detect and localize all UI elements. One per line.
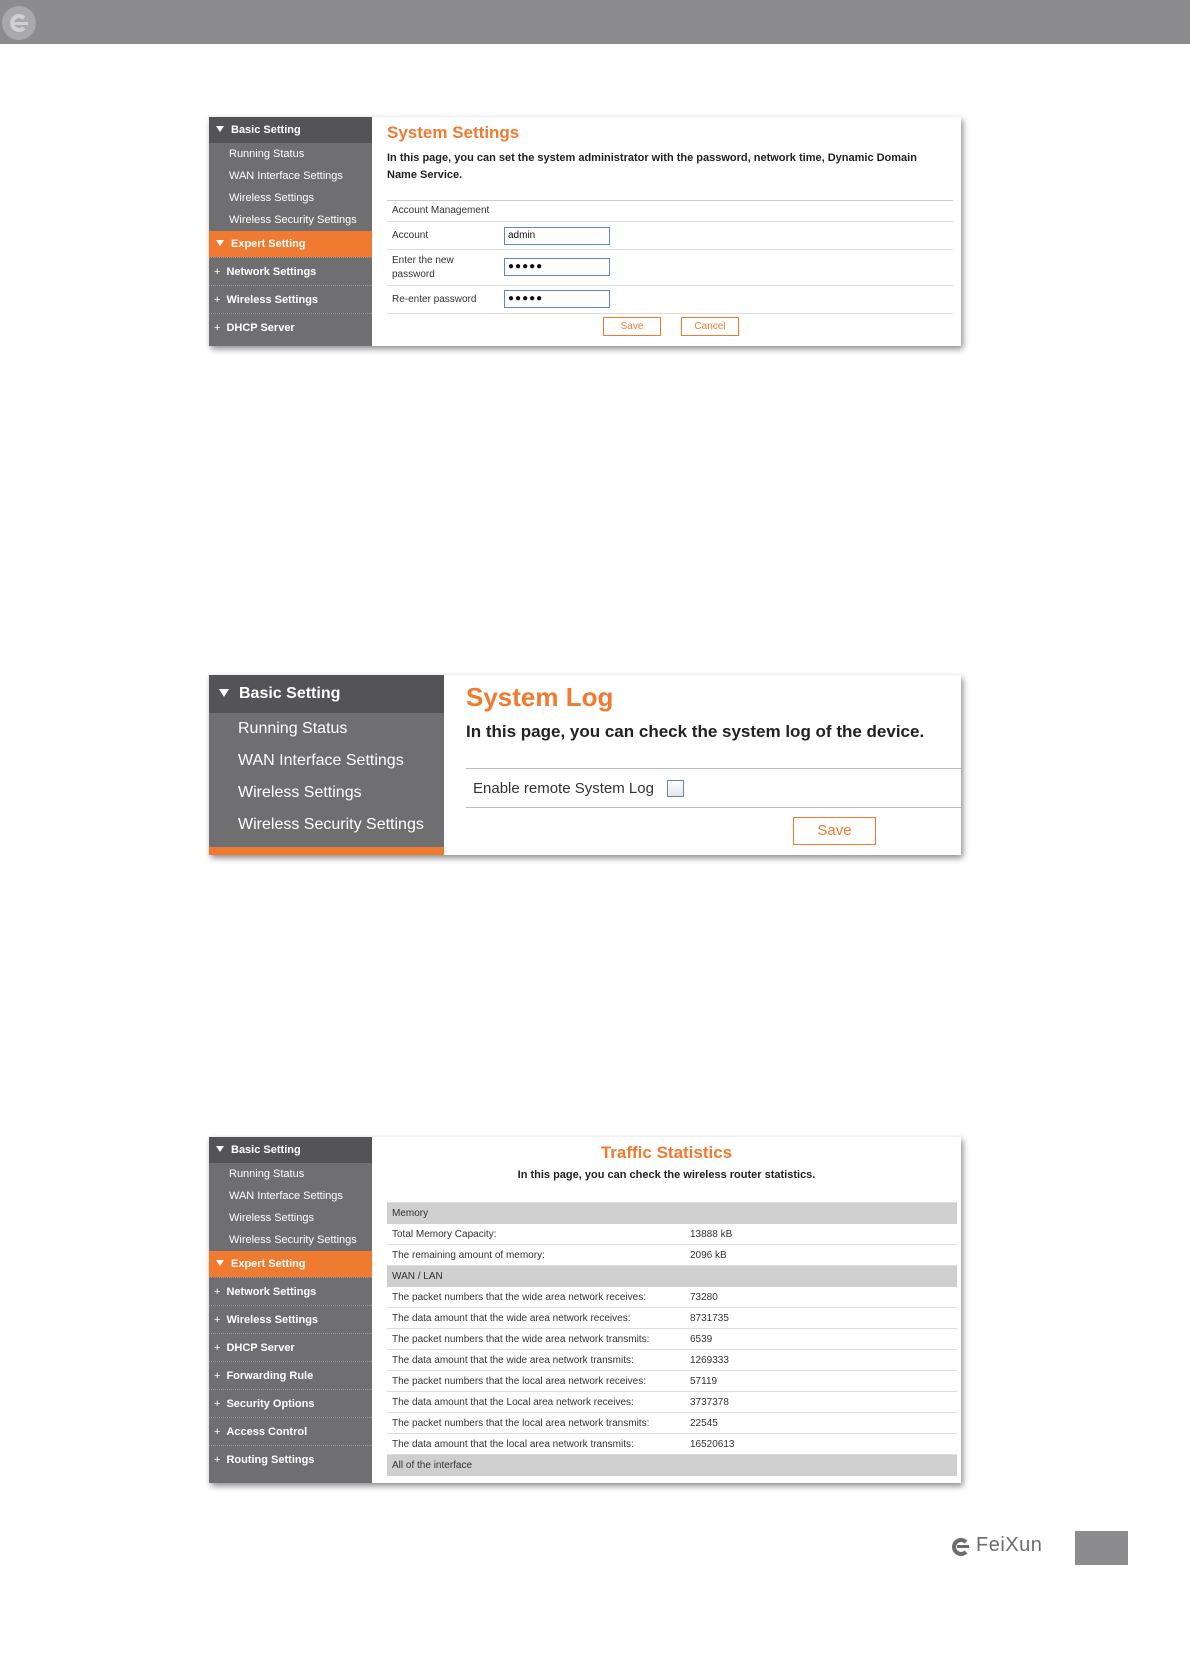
save-button[interactable]: Save xyxy=(603,317,661,336)
sidebar-expert-setting-strip[interactable] xyxy=(209,847,444,855)
triangle-down-icon xyxy=(216,1146,224,1152)
sidebar-group-wireless-settings[interactable]: + Wireless Settings xyxy=(209,1305,372,1333)
sidebar-item-wireless-security[interactable]: Wireless Security Settings xyxy=(238,816,424,833)
section-label: Account Management xyxy=(392,205,490,216)
triangle-down-icon xyxy=(216,1260,224,1266)
new-password-input[interactable]: ●●●●● xyxy=(504,258,610,276)
account-form xyxy=(387,200,953,314)
plus-icon: + xyxy=(214,1370,221,1382)
sidebar-item-wan-interface[interactable]: WAN Interface Settings xyxy=(229,170,343,182)
triangle-down-icon xyxy=(216,240,224,246)
memory-section-header: Memory xyxy=(387,1203,957,1224)
page-title: System Settings xyxy=(387,123,520,142)
sidebar-group-network-settings[interactable]: + Network Settings xyxy=(209,257,372,285)
remote-log-checkbox[interactable] xyxy=(667,780,684,797)
table-row: The packet numbers that the wide area network transmits: 6539 xyxy=(387,1329,957,1350)
sidebar-item-wireless-settings[interactable]: Wireless Settings xyxy=(229,192,314,204)
table-row: The packet numbers that the local area network receives: 57119 xyxy=(387,1371,957,1392)
top-banner xyxy=(0,0,1190,44)
system-settings-screenshot xyxy=(209,117,961,346)
sidebar-item-wireless-security[interactable]: Wireless Security Settings xyxy=(229,1234,357,1246)
traffic-statistics-screenshot xyxy=(209,1137,961,1483)
plus-icon: + xyxy=(214,322,221,334)
divider xyxy=(466,768,961,769)
brand-name: FeiXun xyxy=(976,1534,1043,1556)
sidebar-expert-setting[interactable]: Expert Setting xyxy=(209,1251,372,1277)
sidebar-item-wan-interface[interactable]: WAN Interface Settings xyxy=(229,1190,343,1202)
system-log-screenshot xyxy=(209,675,961,855)
sidebar-group-network-settings[interactable]: + Network Settings xyxy=(209,1277,372,1305)
sidebar-group-routing-settings[interactable]: + Routing Settings xyxy=(209,1445,372,1473)
plus-icon: + xyxy=(214,1342,221,1354)
triangle-down-icon xyxy=(219,689,229,697)
plus-icon: + xyxy=(214,1286,221,1298)
plus-icon: + xyxy=(214,1314,221,1326)
table-row: The packet numbers that the local area network transmits: 22545 xyxy=(387,1413,957,1434)
table-row: The remaining amount of memory: 2096 kB xyxy=(387,1245,957,1266)
sidebar xyxy=(209,675,444,855)
main-content xyxy=(372,1137,961,1483)
sidebar-item-running-status[interactable]: Running Status xyxy=(229,148,305,160)
page-number-box xyxy=(1075,1531,1128,1565)
table-row: The data amount that the Local area network receives: 3737378 xyxy=(387,1392,957,1413)
account-input[interactable]: admin xyxy=(504,227,610,245)
page-description: In this page, you can set the system administrator with the password, network time, Dynamic Domain Name Service. xyxy=(387,152,917,181)
new-password-row xyxy=(387,250,953,286)
sidebar-group-forwarding-rule[interactable]: + Forwarding Rule xyxy=(209,1361,372,1389)
table-row: The data amount that the wide area network receives: 8731735 xyxy=(387,1308,957,1329)
sidebar-item-wan-interface[interactable]: WAN Interface Settings xyxy=(238,752,404,769)
table-row: The packet numbers that the wide area network receives: 73280 xyxy=(387,1287,957,1308)
plus-icon: + xyxy=(214,1426,221,1438)
sidebar-item-wireless-security[interactable]: Wireless Security Settings xyxy=(229,214,357,226)
remote-log-label: Enable remote System Log xyxy=(473,780,654,797)
sidebar xyxy=(209,117,372,346)
sidebar-item-running-status[interactable]: Running Status xyxy=(229,1168,305,1180)
triangle-down-icon xyxy=(216,126,224,132)
table-row: The data amount that the local area network transmits: 16520613 xyxy=(387,1434,957,1455)
section-header xyxy=(387,201,953,222)
divider xyxy=(466,807,961,808)
plus-icon: + xyxy=(214,266,221,278)
page-title: Traffic Statistics xyxy=(600,1143,733,1162)
interface-section-header: All of the interface xyxy=(387,1455,957,1476)
page-description: In this page, you can check the wireless router statistics. xyxy=(517,1169,816,1181)
cancel-button[interactable]: Cancel xyxy=(681,317,739,336)
sidebar-group-wireless-settings[interactable]: + Wireless Settings xyxy=(209,285,372,313)
table-row: The data amount that the wide area network transmits: 1269333 xyxy=(387,1350,957,1371)
main-content xyxy=(444,675,961,855)
sidebar-group-access-control[interactable]: + Access Control xyxy=(209,1417,372,1445)
sidebar-item-running-status[interactable]: Running Status xyxy=(238,720,348,737)
sidebar-expert-setting[interactable]: Expert Setting xyxy=(209,231,372,257)
table-row: Total Memory Capacity: 13888 kB xyxy=(387,1224,957,1245)
brand-logo-icon xyxy=(2,6,36,40)
plus-icon: + xyxy=(214,1454,221,1466)
account-row xyxy=(387,222,953,250)
main-content xyxy=(372,117,961,346)
reenter-password-label: Re-enter password xyxy=(392,294,477,305)
plus-icon: + xyxy=(214,1398,221,1410)
save-button[interactable]: Save xyxy=(793,817,876,845)
plus-icon: + xyxy=(214,294,221,306)
new-password-label: Enter the new password xyxy=(392,255,454,280)
page-description: In this page, you can check the system log of the device. xyxy=(466,722,925,741)
sidebar xyxy=(209,1137,372,1483)
sidebar-group-dhcp-server[interactable]: + DHCP Server xyxy=(209,1333,372,1361)
sidebar-group-dhcp-server[interactable]: + DHCP Server xyxy=(209,313,372,341)
reenter-password-row xyxy=(387,286,953,314)
sidebar-group-security-options[interactable]: + Security Options xyxy=(209,1389,372,1417)
sidebar-item-wireless-settings[interactable]: Wireless Settings xyxy=(238,784,362,801)
account-label: Account xyxy=(392,230,429,241)
wan-lan-section-header: WAN / LAN xyxy=(387,1266,957,1287)
sidebar-basic-setting[interactable]: Basic Setting xyxy=(209,117,372,143)
reenter-password-input[interactable]: ●●●●● xyxy=(504,290,610,308)
statistics-table xyxy=(387,1202,957,1476)
sidebar-basic-setting[interactable]: Basic Setting xyxy=(209,675,444,713)
sidebar-item-wireless-settings[interactable]: Wireless Settings xyxy=(229,1212,314,1224)
sidebar-basic-setting[interactable]: Basic Setting xyxy=(209,1137,372,1163)
page-title: System Log xyxy=(466,682,614,712)
